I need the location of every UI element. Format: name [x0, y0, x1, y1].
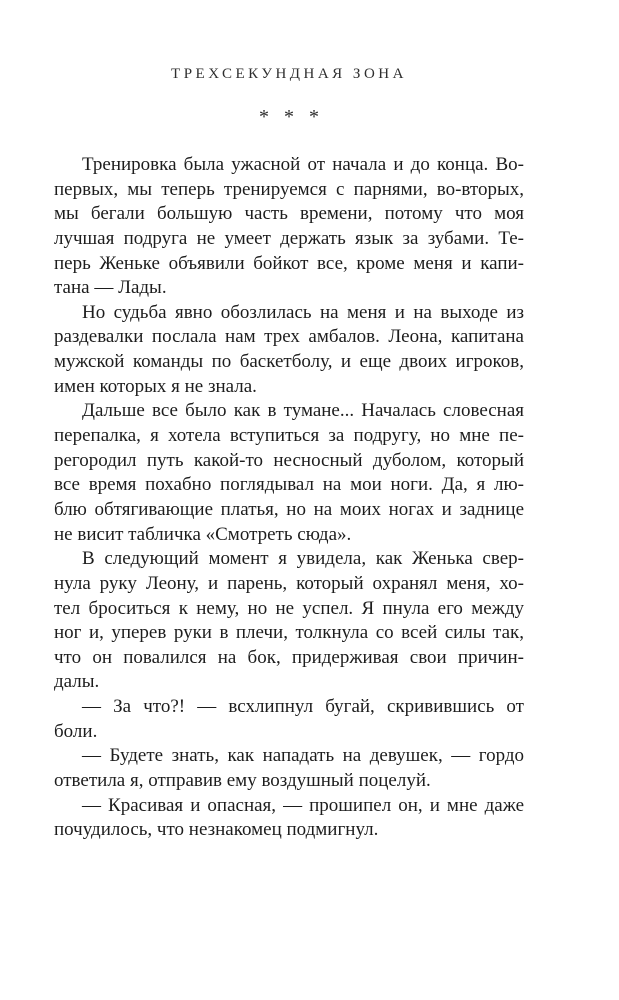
text-line: Дальше все было как в тумане... Началась словесная	[82, 400, 524, 422]
text-line: мы бегали большую часть времени, потому что моя	[54, 203, 524, 225]
paragraph	[54, 695, 524, 744]
asterisk-icon: *	[309, 106, 319, 128]
body-text	[54, 153, 524, 843]
text-line: раздевалки послала нам трех амбалов. Леона, капитана	[54, 326, 524, 348]
text-line: имен которых я не знала.	[54, 375, 257, 397]
text-line: не висит табличка «Смотреть сюда».	[54, 523, 352, 545]
text-line: блю обтягивающие платья, но на моих ногах и заднице	[54, 498, 524, 520]
text-line: нула руку Леону, и парень, который охранял меня, хо-	[54, 572, 524, 594]
paragraph	[54, 794, 524, 843]
paragraph	[54, 301, 524, 400]
text-line: почудилось, что незнакомец подмигнул.	[54, 819, 379, 841]
text-line: мужской команды по баскетболу, и еще двоих игроков,	[54, 351, 524, 373]
text-line: ответила я, отправив ему воздушный поцелуй.	[54, 770, 431, 792]
text-line: регородил путь какой-то несносный дуболом, который	[54, 449, 524, 471]
text-line: Но судьба явно обозлилась на меня и на выходе из	[82, 301, 524, 323]
asterisk-icon: *	[259, 106, 269, 128]
text-line: лучшая подруга не умеет держать язык за зубами. Те-	[54, 227, 524, 249]
text-line: — Будете знать, как нападать на девушек, — гордо	[82, 745, 524, 767]
text-line: Тренировка была ужасной от начала и до конца. Во-	[82, 154, 524, 175]
section-separator	[54, 106, 524, 129]
text-line: далы.	[54, 671, 100, 693]
paragraph	[54, 547, 524, 695]
text-line: все время похабно поглядывал на мои ноги. Да, я лю-	[54, 474, 524, 496]
asterisk-icon: *	[284, 106, 294, 128]
paragraph	[54, 153, 524, 301]
text-line: — Красивая и опасная, — прошипел он, и мне даже	[82, 794, 524, 816]
text-line: — За что?! — всхлипнул бугай, скривившись от	[82, 696, 524, 718]
text-line: перепалка, я хотела вступиться за подругу, но мне пе-	[54, 425, 524, 447]
text-line: перь Женьке объявили бойкот все, кроме меня и капи-	[54, 252, 524, 274]
chapter-running-title: ТРЕХСЕКУНДНАЯ ЗОНА	[171, 66, 407, 82]
text-line: тана — Лады.	[54, 277, 167, 299]
text-line: ног и, уперев руки в плечи, толкнула со всей силы так,	[54, 622, 524, 644]
text-line: тел броситься к нему, но не успел. Я пнула его между	[54, 597, 524, 619]
text-line: первых, мы теперь тренируемся с парнями, во-вторых,	[54, 178, 524, 200]
text-line: боли.	[54, 720, 98, 742]
paragraph	[54, 744, 524, 793]
paragraph	[54, 399, 524, 547]
text-line: что он повалился на бок, придерживая свои причин-	[54, 646, 524, 668]
text-line: В следующий момент я увидела, как Женька свер-	[82, 548, 524, 570]
